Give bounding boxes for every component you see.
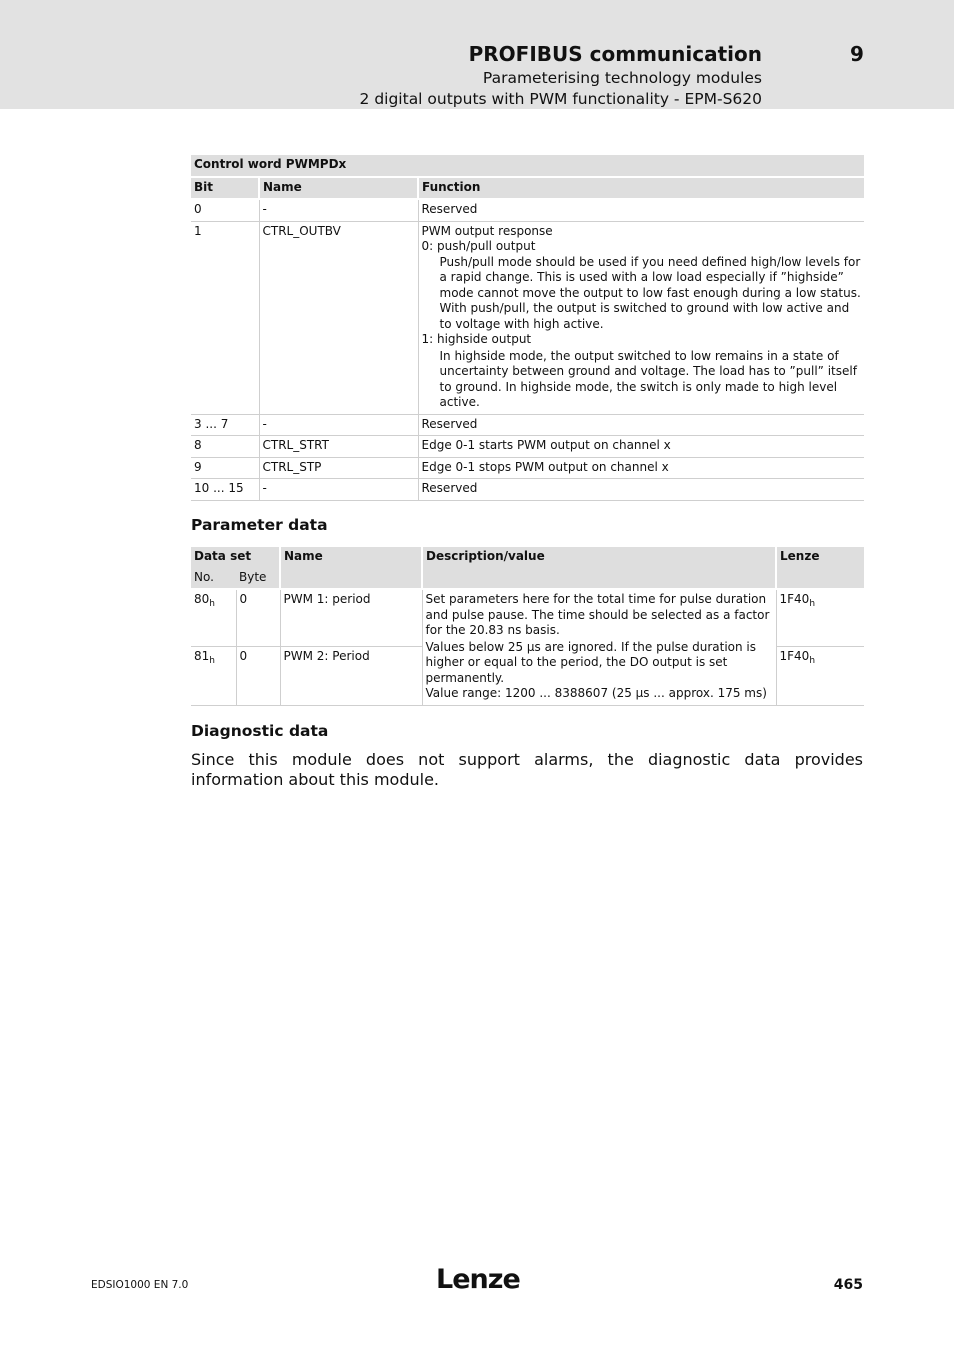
column-header-description: Description/value bbox=[422, 547, 776, 589]
function-cell: Edge 0-1 starts PWM output on channel x bbox=[418, 436, 864, 458]
table-row bbox=[191, 479, 864, 501]
function-line: Push/pull mode should be used if you need defined high/low levels for a rapid change. This is used with a low load especially if ”highside” mode cannot move the output to low fast enough during a low status. With push/pull, the output is switched to ground with low active and to voltage with high active. bbox=[439, 254, 861, 331]
bit-cell: 3 ... 7 bbox=[191, 414, 259, 436]
column-header-function: Function bbox=[418, 177, 864, 200]
function-line: 1: highside output bbox=[421, 332, 532, 346]
name-cell: - bbox=[259, 199, 418, 221]
table-row bbox=[191, 199, 864, 221]
lenze-logo: Lenze bbox=[436, 1264, 520, 1295]
bit-cell: 0 bbox=[191, 199, 259, 221]
document-id: EDSIO1000 EN 7.0 bbox=[91, 1279, 189, 1291]
name-cell: CTRL_STP bbox=[259, 457, 418, 479]
bit-cell: 1 bbox=[191, 221, 259, 414]
diagnostic-data-text: Since this module does not support alarms, the diagnostic data provides information about this module. bbox=[191, 750, 863, 789]
function-cell: Reserved bbox=[418, 199, 864, 221]
table-caption: Control word PWMPDx bbox=[191, 155, 864, 177]
name-cell: PWM 2: Period bbox=[280, 646, 422, 705]
chapter-number: 9 bbox=[850, 42, 864, 66]
lenze-cell: $1F40_h$ bbox=[776, 589, 864, 646]
description-line: Set parameters here for the total time for pulse duration and pulse pause. The time should be selected as a factor for the 20.83 ns basis. bbox=[425, 592, 770, 637]
control-word-table bbox=[191, 155, 864, 501]
name-cell: PWM 1: period bbox=[280, 589, 422, 646]
number-cell: $81_h$ bbox=[191, 646, 236, 705]
chapter-title: PROFIBUS communication bbox=[468, 42, 762, 66]
column-header-byte: Byte bbox=[236, 568, 280, 590]
diagnostic-data-heading: Diagnostic data bbox=[191, 722, 329, 740]
parameter-data-heading: Parameter data bbox=[191, 516, 328, 534]
function-cell: Edge 0-1 stops PWM output on channel x bbox=[418, 457, 864, 479]
page-number: 465 bbox=[833, 1277, 863, 1293]
bit-cell: 10 ... 15 bbox=[191, 479, 259, 501]
column-header-no: No. bbox=[191, 568, 236, 590]
number-cell: $80_h$ bbox=[191, 589, 236, 646]
function-cell bbox=[418, 221, 864, 414]
section-subtitle: Parameterising technology modules bbox=[482, 69, 762, 87]
table-row bbox=[191, 457, 864, 479]
function-cell: Reserved bbox=[418, 414, 864, 436]
function-line: PWM output response bbox=[421, 223, 553, 238]
column-header-name: Name bbox=[280, 547, 422, 589]
byte-cell: 0 bbox=[236, 646, 280, 705]
table-row bbox=[191, 414, 864, 436]
function-cell: Reserved bbox=[418, 479, 864, 501]
byte-cell: 0 bbox=[236, 589, 280, 646]
function-line: 0: push/pull output bbox=[421, 239, 536, 253]
column-header-bit: Bit bbox=[191, 177, 259, 200]
description-line: Values below 25 µs are ignored. If the pulse duration is higher or equal to the period, the DO output is set permanently. bbox=[425, 639, 757, 685]
name-cell: CTRL_STRT bbox=[259, 436, 418, 458]
name-cell: - bbox=[259, 479, 418, 501]
name-cell: - bbox=[259, 414, 418, 436]
name-cell: CTRL_OUTBV bbox=[259, 221, 418, 414]
column-header-lenze: Lenze bbox=[776, 547, 864, 589]
module-subtitle: 2 digital outputs with PWM functionality - EPM-S620 bbox=[359, 90, 762, 108]
description-line: Value range: 1200 ... 8388607 (25 µs ... approx. 175 ms) bbox=[425, 686, 767, 700]
parameter-data-table bbox=[191, 547, 864, 706]
bit-cell: 9 bbox=[191, 457, 259, 479]
table-row bbox=[191, 436, 864, 458]
function-line: In highside mode, the output switched to low remains in a state of uncertainty between ground and voltage. The load has to ”pull” itself to ground. In highside mode, the switch is only made to high level active. bbox=[439, 348, 857, 409]
lenze-cell: $1F40_h$ bbox=[776, 646, 864, 705]
bit-cell: 8 bbox=[191, 436, 259, 458]
table-row bbox=[191, 221, 864, 414]
column-header-data-set: Data set bbox=[191, 547, 280, 568]
column-header-name: Name bbox=[259, 177, 418, 200]
table-row bbox=[191, 589, 864, 646]
description-cell bbox=[422, 589, 776, 705]
